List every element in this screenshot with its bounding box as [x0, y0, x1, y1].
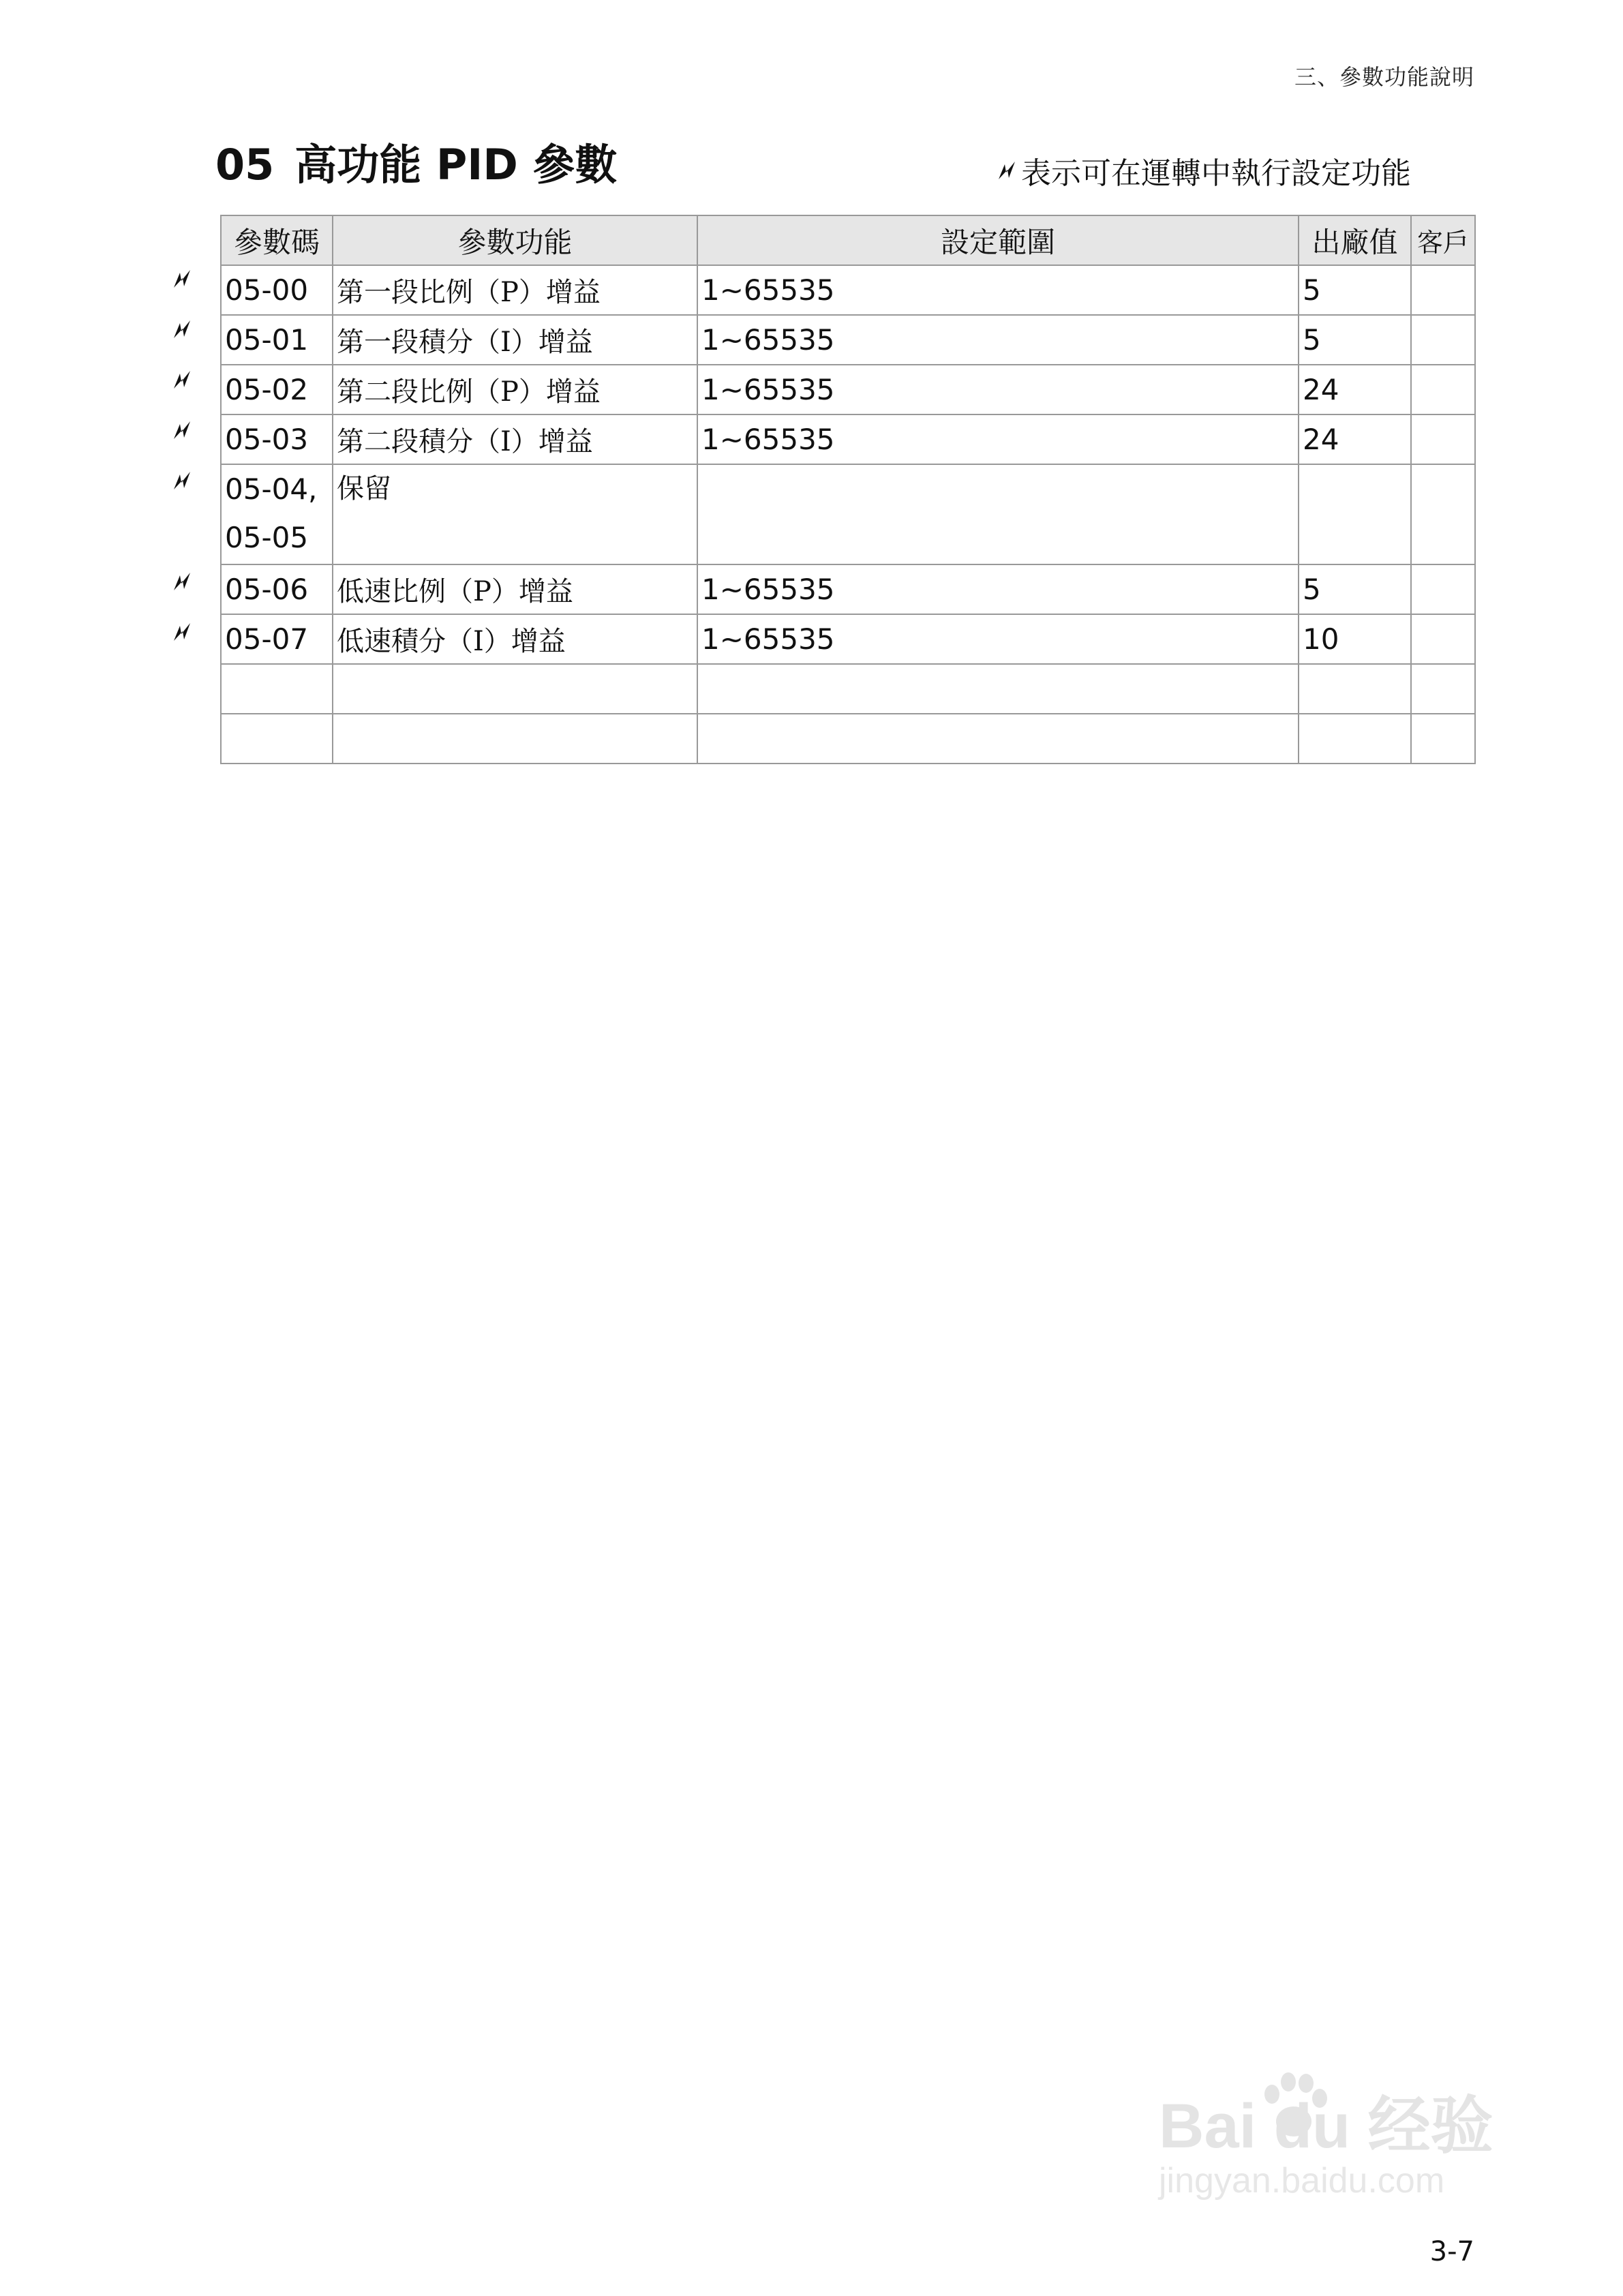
section-title: [215, 131, 617, 192]
table-row: [221, 414, 1475, 464]
empty-cell: [221, 714, 333, 764]
legend: [997, 149, 1411, 192]
param-default: 5: [1299, 564, 1411, 614]
empty-cell: [1411, 664, 1475, 714]
param-code: 05-01: [221, 315, 333, 365]
runtime-settable-icon: [997, 159, 1017, 182]
section-number: 05: [215, 140, 275, 190]
param-function: 第二段積分（I）增益: [333, 414, 697, 464]
table-row: [221, 315, 1475, 365]
param-range: 1~65535: [697, 414, 1299, 464]
table-row-empty: [221, 664, 1475, 714]
param-function: 低速比例（P）增益: [333, 564, 697, 614]
param-customer: [1411, 365, 1475, 414]
empty-cell: [333, 664, 697, 714]
param-customer: [1411, 265, 1475, 315]
parameter-table: [220, 215, 1476, 764]
empty-cell: [697, 714, 1299, 764]
table-header-row: [221, 215, 1475, 265]
table-row: [221, 464, 1475, 564]
runtime-settable-icon: [172, 620, 192, 644]
param-function: 保留: [333, 464, 697, 564]
param-customer: [1411, 614, 1475, 664]
runtime-settable-icon: [172, 419, 192, 442]
param-default: 5: [1299, 265, 1411, 315]
param-customer: [1411, 315, 1475, 365]
col-header-range: 設定範圍: [697, 215, 1299, 265]
param-code-line2: 05-05: [225, 521, 309, 554]
param-default: [1299, 464, 1411, 564]
param-default: 24: [1299, 414, 1411, 464]
param-function: 第一段比例（P）增益: [333, 265, 697, 315]
param-function: 低速積分（I）增益: [333, 614, 697, 664]
param-customer: [1411, 414, 1475, 464]
param-default: 10: [1299, 614, 1411, 664]
param-code: 05-00: [221, 265, 333, 315]
param-customer: [1411, 564, 1475, 614]
col-header-customer: 客戶: [1411, 215, 1475, 265]
col-header-function: 參數功能: [333, 215, 697, 265]
param-customer: [1411, 464, 1475, 564]
param-code: 05-02: [221, 365, 333, 414]
param-range: [697, 464, 1299, 564]
table-row: [221, 365, 1475, 414]
watermark-url: jingyan.baidu.com: [1159, 2161, 1445, 2201]
param-range: 1~65535: [697, 564, 1299, 614]
empty-cell: [221, 664, 333, 714]
param-code: 05-07: [221, 614, 333, 664]
param-range: 1~65535: [697, 265, 1299, 315]
runtime-settable-icon: [172, 570, 192, 593]
param-code-line1: 05-04,: [225, 472, 318, 506]
param-function: 第一段積分（I）增益: [333, 315, 697, 365]
param-code: [221, 464, 333, 564]
param-default: 5: [1299, 315, 1411, 365]
param-code: 05-03: [221, 414, 333, 464]
param-function: 第二段比例（P）增益: [333, 365, 697, 414]
param-code: 05-06: [221, 564, 333, 614]
col-header-code: 參數碼: [221, 215, 333, 265]
runtime-settable-icon: [172, 318, 192, 341]
col-header-default: 出廠值: [1299, 215, 1411, 265]
table-row-empty: [221, 714, 1475, 764]
empty-cell: [1411, 714, 1475, 764]
empty-cell: [697, 664, 1299, 714]
param-range: 1~65535: [697, 365, 1299, 414]
table-row: [221, 564, 1475, 614]
page-number: 3-7: [1429, 2236, 1474, 2267]
legend-text: 表示可在運轉中執行設定功能: [1021, 156, 1411, 191]
runtime-settable-icon: [172, 267, 192, 290]
watermark-brand: Bai du 经验: [1159, 2091, 1493, 2161]
param-default: 24: [1299, 365, 1411, 414]
section-title-text: 高功能 PID 參數: [294, 140, 618, 190]
table-row: [221, 265, 1475, 315]
empty-cell: [333, 714, 697, 764]
baidu-watermark: [1152, 2059, 1534, 2202]
chapter-header: 三、參數功能說明: [1294, 64, 1474, 90]
table-row: [221, 614, 1475, 664]
runtime-settable-icon: [172, 469, 192, 492]
param-range: 1~65535: [697, 614, 1299, 664]
empty-cell: [1299, 664, 1411, 714]
param-range: 1~65535: [697, 315, 1299, 365]
runtime-settable-icon: [172, 368, 192, 391]
empty-cell: [1299, 714, 1411, 764]
